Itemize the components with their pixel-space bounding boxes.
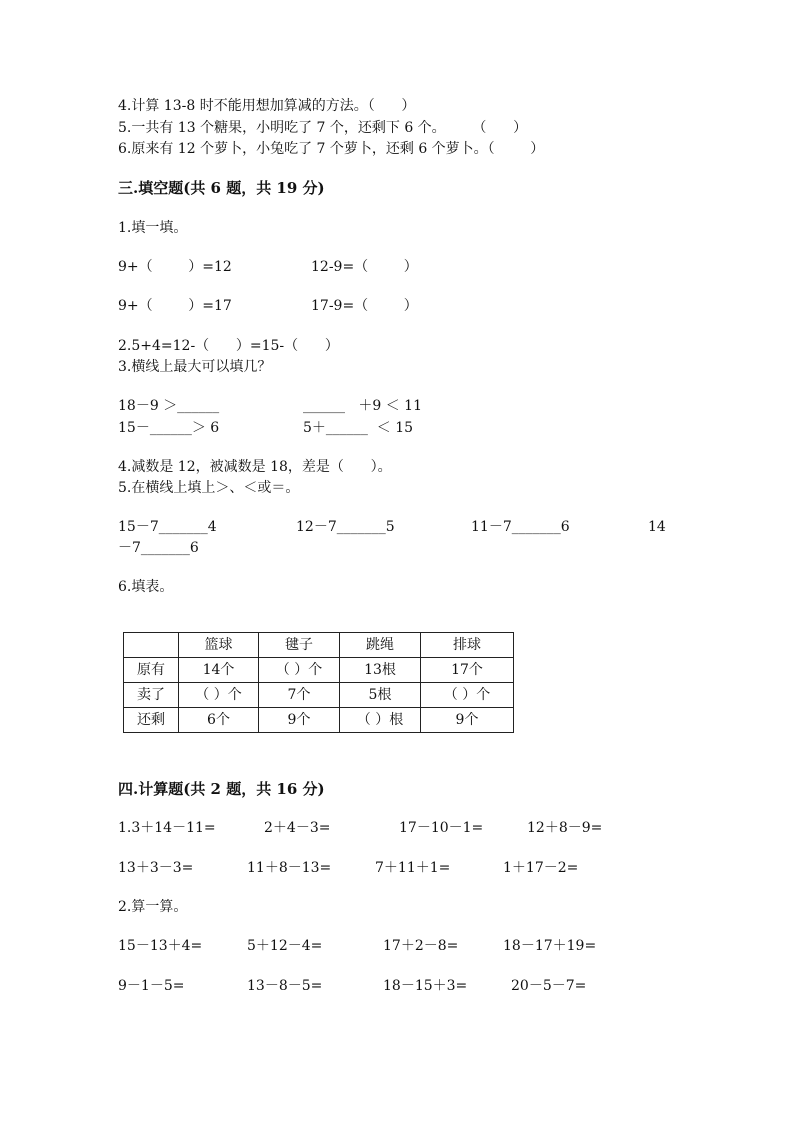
- fill-q5-item: 12－7_______5: [296, 519, 395, 535]
- table-cell: 还剩: [124, 708, 179, 733]
- table-cell: 7个: [259, 683, 340, 708]
- fill-q5-item: 14: [648, 519, 666, 535]
- fill-table: [123, 632, 514, 733]
- fill-q5-title: 5.在横线上填上＞、＜或＝。: [118, 480, 300, 496]
- judge-question-5: 5.一共有 13 个糖果，小明吃了 7 个，还剩下 6 个。 （ ）: [118, 120, 528, 136]
- table-row: [124, 683, 514, 708]
- table-cell: （ ）个: [259, 658, 340, 683]
- calc-q1-item: 17－10－1=: [399, 820, 484, 836]
- table-header-cell: 毽子: [259, 633, 340, 658]
- calc-q1-item: 12＋8－9=: [527, 820, 603, 836]
- calc-q2-item: 18－15＋3=: [383, 978, 468, 994]
- table-header-cell: 排球: [421, 633, 514, 658]
- section-4-heading: 四.计算题(共 2 题，共 16 分): [118, 780, 325, 798]
- fill-q1-item: 9+（ ）=17: [118, 298, 232, 314]
- fill-q5-item: －7_______6: [118, 540, 199, 556]
- table-header-cell: 跳绳: [340, 633, 421, 658]
- calc-q1-item: 2＋4－3=: [264, 820, 331, 836]
- fill-q5-item: 11－7_______6: [471, 519, 570, 535]
- table-cell: （ ）根: [340, 708, 421, 733]
- fill-q1-item: 9+（ ）=12: [118, 259, 232, 275]
- table-cell: 9个: [259, 708, 340, 733]
- fill-q3-item: 15－______＞ 6: [118, 420, 220, 436]
- table-cell: 9个: [421, 708, 514, 733]
- table-row: [124, 658, 514, 683]
- calc-q1-item: 7＋11＋1=: [375, 860, 451, 876]
- fill-q5-item: 15－7_______4: [118, 519, 217, 535]
- calc-q2-item: 15－13＋4=: [118, 938, 203, 954]
- fill-q3-item: ______ ＋9 ＜ 11: [303, 398, 422, 414]
- table-cell: 13根: [340, 658, 421, 683]
- calc-q2-item: 18－17＋19=: [503, 938, 597, 954]
- table-cell: （ ）个: [421, 683, 514, 708]
- table-cell: 卖了: [124, 683, 179, 708]
- table-row: [124, 708, 514, 733]
- calc-q2-item: 20－5－7=: [511, 978, 587, 994]
- calc-q2-item: 17＋2－8=: [383, 938, 459, 954]
- fill-q1-title: 1.填一填。: [118, 220, 188, 236]
- calc-q1-item: 13＋3－3=: [118, 860, 194, 876]
- fill-q3-item: 5＋______ ＜ 15: [303, 420, 414, 436]
- table-cell: 14个: [179, 658, 259, 683]
- table-header-row: [124, 633, 514, 658]
- fill-q3-item: 18－9 ＞______: [118, 398, 220, 414]
- table-header-cell: [124, 633, 179, 658]
- calc-q2-item: 5＋12－4=: [247, 938, 323, 954]
- table-cell: 5根: [340, 683, 421, 708]
- table-cell: 6个: [179, 708, 259, 733]
- calc-q2-title: 2.算一算。: [118, 899, 188, 915]
- judge-question-4: 4.计算 13-8 时不能用想加算减的方法。（ ）: [118, 98, 416, 114]
- calc-q2-item: 9－1－5=: [118, 978, 185, 994]
- judge-question-6: 6.原来有 12 个萝卜，小兔吃了 7 个萝卜，还剩 6 个萝卜。（ ）: [118, 141, 545, 157]
- table-cell: （ ）个: [179, 683, 259, 708]
- table-cell: 原有: [124, 658, 179, 683]
- fill-q4: 4.减数是 12，被减数是 18，差是（ ）。: [118, 459, 392, 475]
- table-header-cell: 篮球: [179, 633, 259, 658]
- calc-q1-item: 11＋8－13=: [247, 860, 332, 876]
- calc-q1-item: 1.3＋14－11=: [118, 820, 216, 836]
- fill-q1-item: 17-9=（ ）: [311, 298, 418, 314]
- table-cell: 17个: [421, 658, 514, 683]
- calc-q1-item: 1＋17－2=: [503, 860, 579, 876]
- fill-q6-title: 6.填表。: [118, 579, 174, 595]
- fill-q3-title: 3.横线上最大可以填几？: [118, 359, 272, 375]
- fill-q1-item: 12-9=（ ）: [311, 259, 418, 275]
- calc-q2-item: 13－8－5=: [247, 978, 323, 994]
- section-3-heading: 三.填空题(共 6 题，共 19 分): [118, 179, 325, 197]
- fill-q2: 2.5+4=12-（ ）=15-（ ）: [118, 338, 339, 354]
